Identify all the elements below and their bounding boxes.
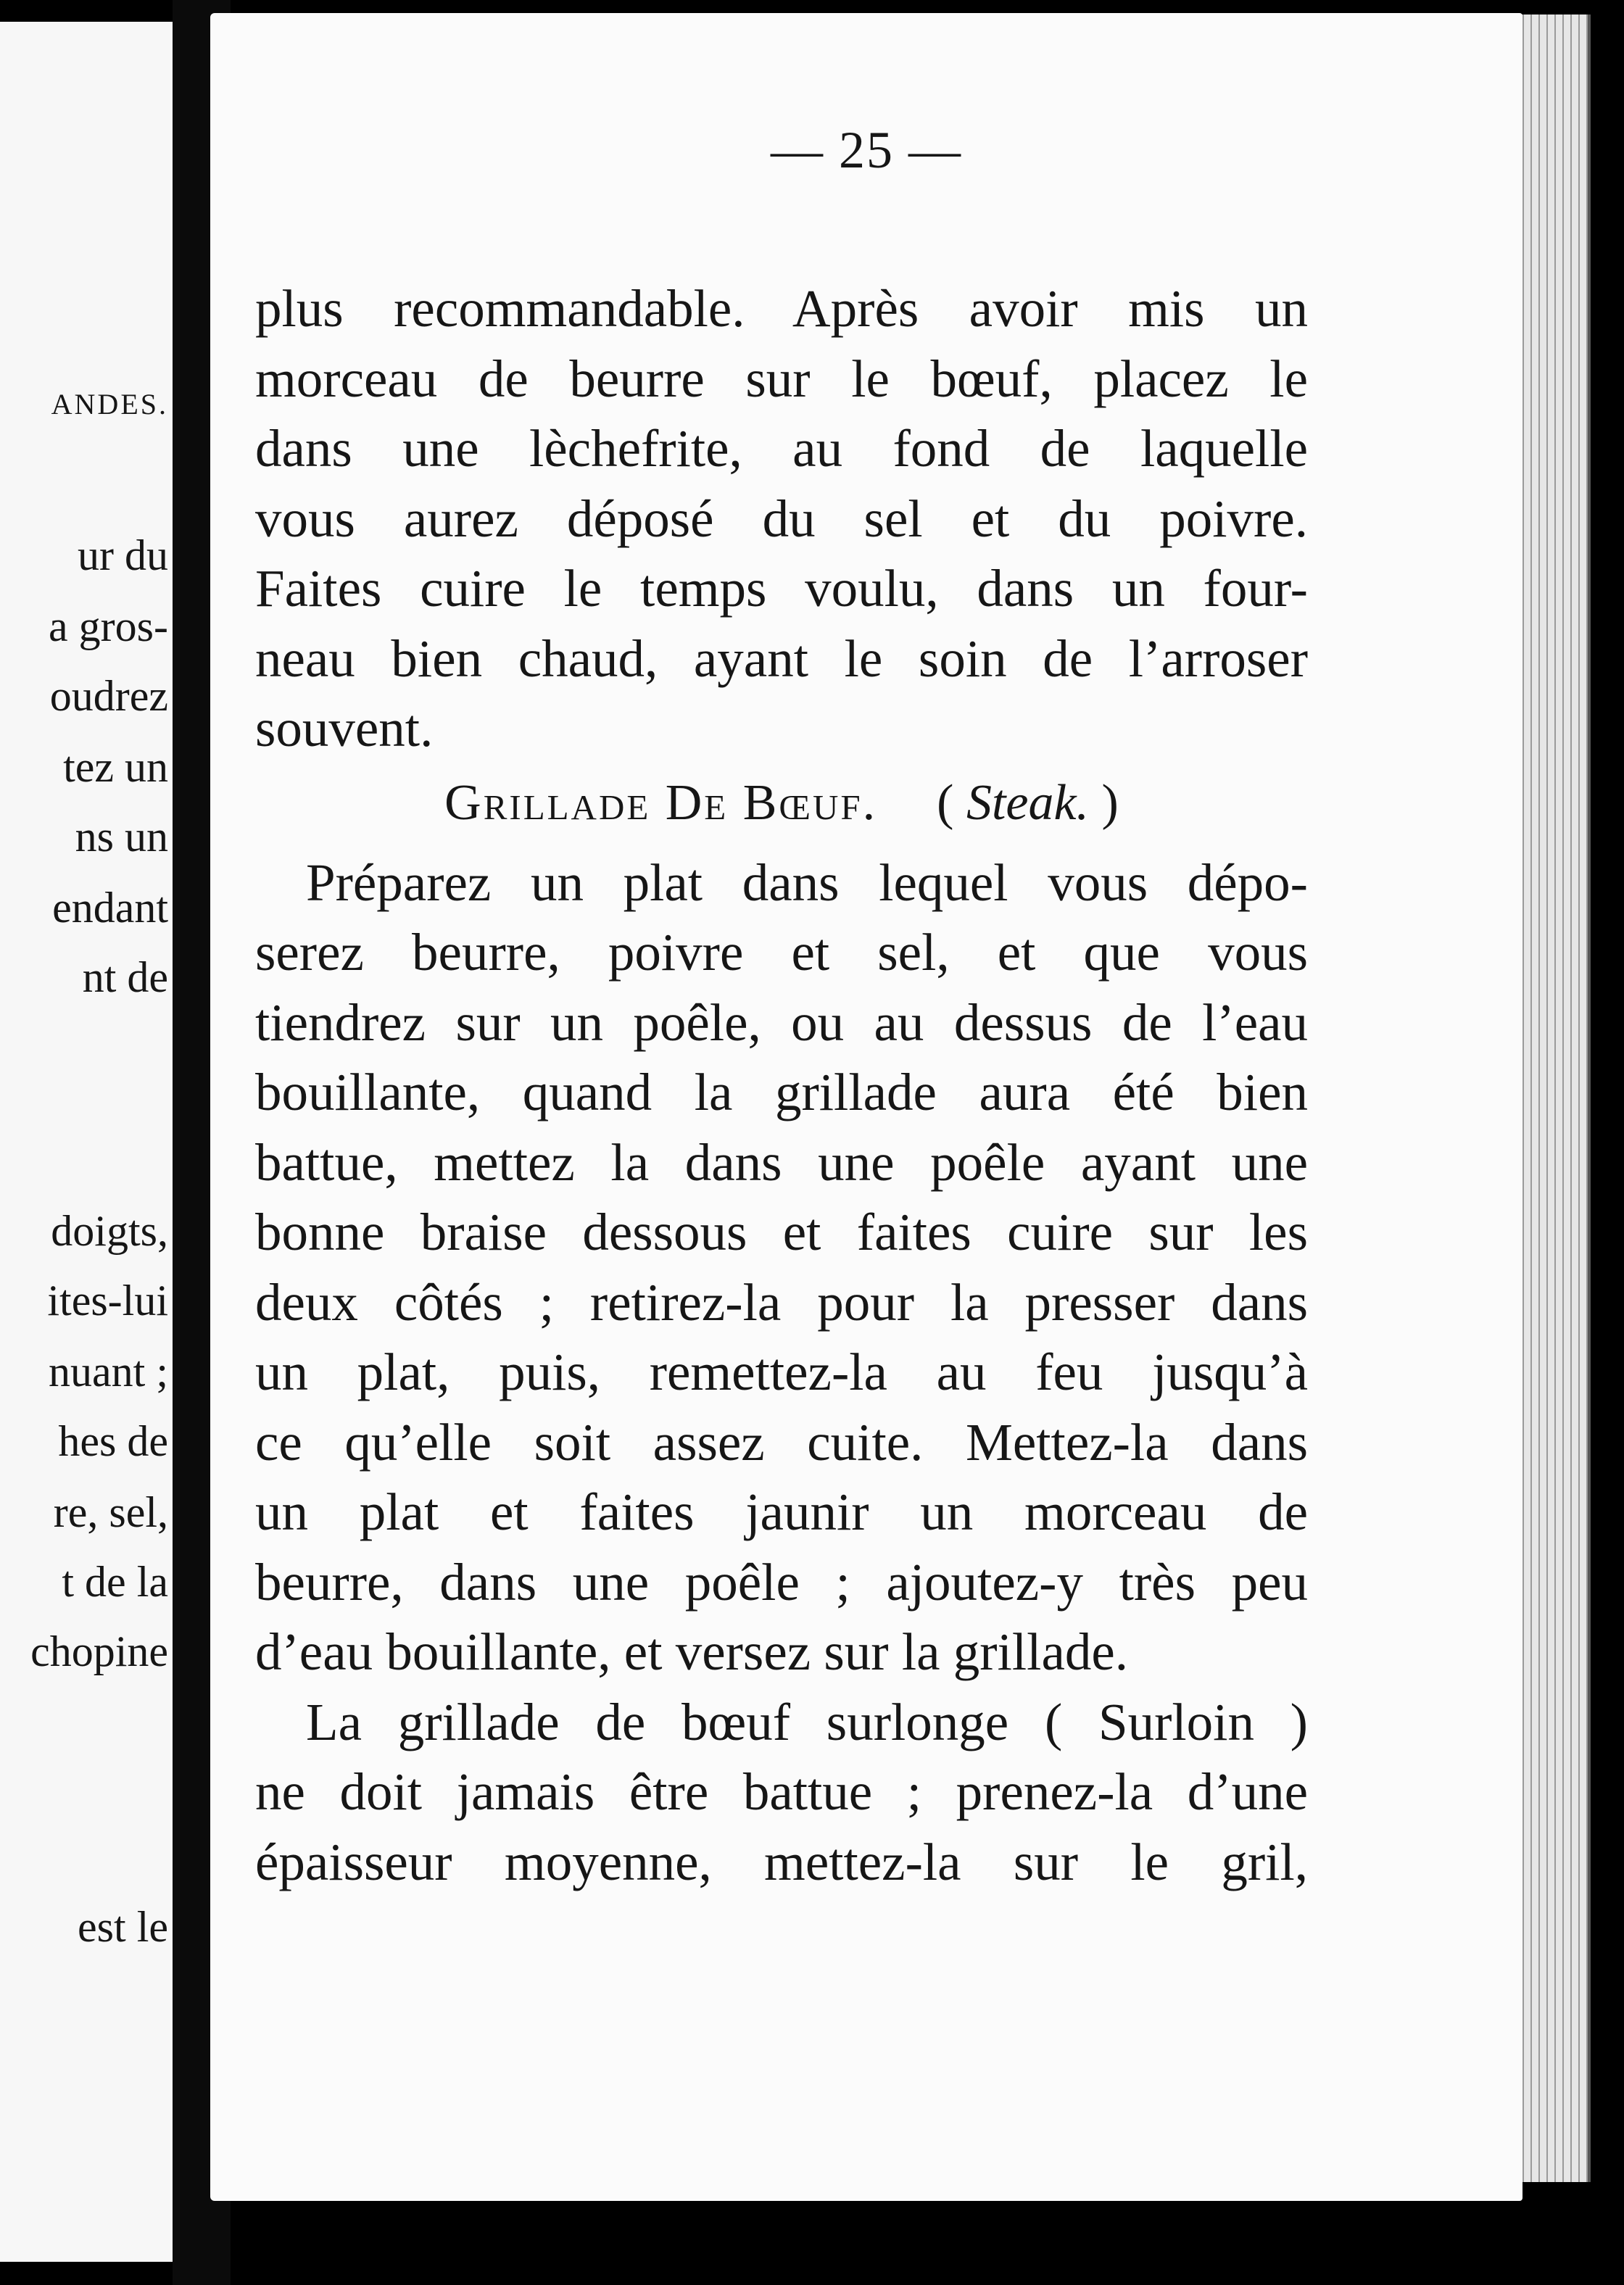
text-line: bonne braise dessous et faites cuire sur les bbox=[255, 1203, 1308, 1261]
text-line: un plat, puis, remettez-la au feu jusqu’à bbox=[255, 1343, 1308, 1401]
text-line: beurre, dans une poêle ; ajoutez-y très peu bbox=[255, 1552, 1308, 1612]
left-text-line: ns un bbox=[75, 813, 168, 860]
running-header-fragment: ANDES. bbox=[51, 388, 168, 420]
page-number: — 25 — bbox=[771, 121, 962, 179]
text-line: d’eau bouillante, et versez sur la grillade. bbox=[255, 1622, 1129, 1681]
book-page bbox=[210, 13, 1522, 2201]
heading-subtitle-english: Steak. bbox=[966, 774, 1090, 831]
previous-page-fragment bbox=[0, 22, 177, 2262]
text-line: battue, mettez la dans une poêle ayant une bbox=[255, 1132, 1308, 1192]
text-line: bouillante, quand la grillade aura été bien bbox=[255, 1063, 1308, 1121]
left-text-line: t de la bbox=[62, 1558, 168, 1606]
left-text-line: ur du bbox=[78, 531, 168, 579]
left-text-line: chopine bbox=[30, 1627, 168, 1675]
page-body bbox=[255, 274, 1308, 1897]
text-line: vous aurez déposé du sel et du poivre. bbox=[255, 489, 1308, 548]
text-line: ne doit jamais être battue ; prenez-la d’une bbox=[255, 1762, 1308, 1821]
text-line: La grillade de bœuf surlonge ( Surloin ) bbox=[306, 1692, 1308, 1751]
left-text-line: endant bbox=[52, 884, 168, 932]
left-text-line: nt de bbox=[82, 953, 168, 1001]
heading-subtitle: ( Steak. ) bbox=[937, 774, 1119, 831]
text-line: souvent. bbox=[255, 699, 434, 758]
section-heading bbox=[255, 764, 1308, 848]
text-line: plus recommandable. Après avoir mis un bbox=[255, 279, 1308, 338]
left-text-line: re, sel, bbox=[53, 1488, 168, 1536]
text-line: morceau de beurre sur le bœuf, placez le bbox=[255, 349, 1308, 408]
text-line: un plat et faites jaunir un morceau de bbox=[255, 1482, 1308, 1541]
text-line: Préparez un plat dans lequel vous dépo- bbox=[306, 853, 1308, 912]
left-text-line: doigts, bbox=[51, 1207, 168, 1255]
left-text-line: a gros- bbox=[49, 602, 168, 650]
left-text-line: tez un bbox=[63, 743, 168, 791]
left-text-line: est le bbox=[78, 1903, 168, 1951]
left-text-line: hes de bbox=[58, 1417, 168, 1465]
text-line: tiendrez sur un poêle, ou au dessus de l’eau bbox=[255, 992, 1308, 1052]
left-text-line: ites-lui bbox=[47, 1277, 168, 1324]
text-line: ce qu’elle soit assez cuite. Mettez-la dans bbox=[255, 1412, 1308, 1472]
text-line: deux côtés ; retirez-la pour la presser dans bbox=[255, 1272, 1308, 1332]
heading-title: Grillade De Bœuf. bbox=[444, 774, 878, 831]
left-text-line: nuant ; bbox=[49, 1348, 168, 1396]
text-line: Faites cuire le temps voulu, dans un four- bbox=[255, 559, 1308, 618]
text-line: serez beurre, poivre et sel, et que vous bbox=[255, 923, 1308, 982]
text-line: neau bien chaud, ayant le soin de l’arroser bbox=[255, 629, 1308, 688]
text-line: épaisseur moyenne, mettez-la sur le gril, bbox=[255, 1832, 1308, 1891]
left-text-line: oudrez bbox=[49, 672, 168, 720]
text-line: dans une lèchefrite, au fond de laquelle bbox=[255, 419, 1308, 478]
